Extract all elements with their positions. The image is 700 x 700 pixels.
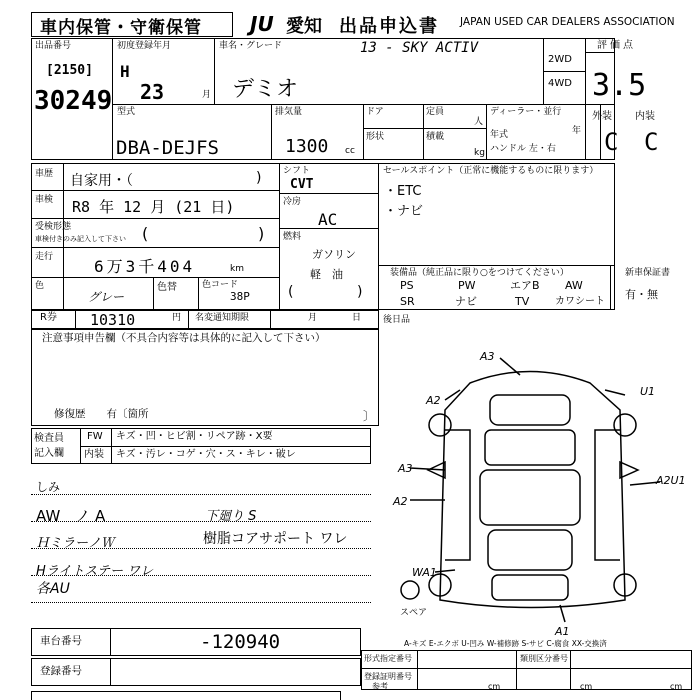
equip-aw: AW [565, 279, 583, 292]
check-label: 受検形態 [35, 222, 72, 232]
aircon-label: 冷房 [283, 197, 302, 207]
inspection-value: R8 年 12 月 (21 日) [72, 198, 235, 216]
aircon-value: AC [318, 210, 338, 229]
note-mirror: ＨミラーノＷ [36, 536, 114, 551]
diagram-mark-1: A3 [480, 350, 495, 363]
diagram-mark-9: WA1 [412, 566, 437, 579]
drive-4wd: 4WD [548, 78, 572, 89]
rating-label: 評価点 [597, 40, 636, 51]
car-name: デミオ [232, 77, 299, 102]
fuel-gasoline: ガソリン [312, 248, 356, 261]
drive-2wd: 2WD [548, 54, 572, 65]
diagram-mark-5: A2U1 [656, 474, 686, 487]
model-code-label: 型式 [117, 107, 136, 117]
repair-label: 修復歴 有〔箇所 [54, 408, 149, 420]
era-value: H [120, 62, 130, 81]
first-reg-label: 初度登録年月 [117, 41, 172, 51]
class-label: 類別区分番号 [520, 654, 568, 663]
fuel-diesel: 軽 油 [310, 268, 343, 281]
dealer-label: ディーラー・並行 [490, 107, 562, 117]
org-name: 愛知 [286, 16, 322, 37]
exterior-grade: C [604, 128, 619, 156]
load-label: 積載 [426, 132, 445, 142]
inspection-label: 車検 [35, 195, 54, 205]
equip-tv: TV [515, 295, 530, 308]
note-stain: しみ [36, 480, 61, 494]
model-label: 車名・グレード [219, 41, 283, 51]
fw-label: FW [87, 431, 103, 442]
note-light: Hライトステー ワレ [36, 564, 154, 579]
equip-airbag: エアB [510, 279, 540, 292]
fw-text: キズ・凹・ヒビ割・リペア跡・X要 [116, 431, 273, 442]
lot-no-label: 出品番号 [35, 41, 72, 51]
usage-value: 自家用・（ [70, 173, 133, 189]
form-title: 出品申込書 [339, 16, 439, 37]
damage-legend: A-キズ E-エクボ U-凹み W-補修跡 S-サビ C-腐食 XX-交換済 [404, 639, 607, 648]
check-sub: 車検付きのみ記入して下さい [35, 235, 126, 243]
equip-seat: カワシート [555, 296, 605, 307]
usage-close-paren: ) [256, 170, 262, 186]
month-label: 月 [202, 90, 212, 100]
storage-label: 車内保管・守衛保管 [40, 18, 202, 38]
rear-seat-label: 後日品 [383, 315, 411, 325]
height-unit: cm [670, 682, 683, 691]
model-code: DBA-DEJFS [116, 137, 219, 159]
fuel-paren-close: ) [357, 284, 363, 300]
year-style-label: 年式 [490, 130, 509, 140]
handle-label: ハンドル 左・右 [490, 144, 556, 154]
ref-label: 参考 [372, 682, 388, 691]
diagram-mark-2: A2 [426, 394, 441, 407]
mileage-value: 6万3千404 [94, 257, 196, 276]
chassis-value: -120940 [200, 631, 281, 653]
km-unit: km [230, 264, 244, 274]
int-text: キズ・汚レ・コゲ・穴・ス・キレ・破レ [116, 449, 296, 460]
color-label: 色 [35, 281, 45, 291]
int-label: 内装 [84, 449, 104, 460]
note-under: 下廻り S [205, 509, 257, 524]
interior-grade: C [644, 128, 659, 156]
ticket-yen: 円 [172, 313, 182, 323]
note-each: 各AU [36, 581, 70, 597]
doors-label: ドア [366, 107, 384, 117]
repair-close-bracket: 〕 [363, 409, 376, 423]
exterior-label: 外装 [592, 111, 612, 122]
grade-value: 13 - SKY ACTIV [360, 40, 479, 56]
chassis-label: 車台番号 [40, 635, 82, 647]
notice-day: 日 [352, 313, 362, 323]
lot-number: 30249 [34, 86, 113, 116]
entry-label: 記入欄 [34, 448, 64, 459]
notice-month: 月 [308, 313, 318, 323]
sales-item-navi: ・ナビ [384, 204, 424, 219]
check-paren-open: ( [142, 224, 149, 243]
warranty-label: 新車保証書 [625, 268, 671, 278]
notice-label: 名変通知期限 [195, 313, 250, 323]
shape-label: 形状 [366, 132, 385, 142]
bottom-edge-cells [31, 691, 341, 700]
note-resin: 樹脂コアサポート ワレ [203, 531, 348, 547]
cc-unit: cc [345, 146, 355, 156]
width-unit: cm [580, 682, 593, 691]
year-unit: 年 [572, 126, 582, 136]
ticket-label: R券 [40, 312, 57, 323]
person-unit: 人 [474, 117, 484, 127]
inspector-label: 検査員 [34, 433, 64, 444]
shift-value: CVT [290, 177, 314, 192]
diagram-mark-12: A1 [555, 625, 570, 638]
interior-label: 内装 [635, 111, 655, 122]
displacement-label: 排気量 [275, 107, 303, 117]
note-aw: AW ノ A [36, 507, 106, 525]
length-unit: cm [488, 682, 501, 691]
warranty-value: 有・無 [625, 288, 658, 301]
diagram-mark-4: A3 [398, 462, 413, 475]
equip-navi: ナビ [455, 295, 477, 308]
ju-logo: JU [250, 12, 274, 36]
ticket-value: 10310 [90, 311, 136, 329]
color-value: グレー [88, 290, 125, 304]
color-code: 38P [230, 290, 250, 303]
check-paren-close: ) [258, 224, 265, 243]
equip-sr: SR [400, 295, 415, 308]
equip-ps: PS [400, 279, 414, 292]
equipment-label: 装備品（純正品に限り○をつけてください） [390, 268, 569, 278]
color-code-label: 色コード [202, 280, 239, 290]
diagram-mark-6: A2 [393, 495, 408, 508]
kg-unit: kg [474, 148, 485, 158]
mileage-label: 走行 [35, 252, 54, 262]
diagram-spare: スペア [400, 608, 428, 618]
history-label: 車歴 [35, 169, 54, 179]
format-label: 形式指定番号 [364, 654, 412, 663]
cert-label: 登録証明番号 [364, 672, 412, 681]
reg-year: 23 [140, 80, 165, 104]
sales-item-etc: ・ETC [384, 184, 422, 199]
diagram-mark-3: U1 [640, 385, 656, 398]
shift-label: シフト [283, 166, 311, 176]
sales-points-label: セールスポイント（正常に機能するものに限ります） [383, 166, 599, 176]
lot-code: [2150] [46, 63, 93, 78]
capacity-label: 定員 [426, 107, 445, 117]
reg-no-label: 登録番号 [40, 665, 82, 677]
equip-pw: PW [458, 279, 476, 292]
association-name: JAPAN USED CAR DEALERS ASSOCIATION [460, 16, 675, 28]
fuel-paren-open: ( [288, 284, 294, 300]
color-change-label: 色替 [157, 282, 177, 293]
displacement-value: 1300 [285, 136, 329, 157]
notes-title: 注意事項申告欄（不具合内容等は具体的に記入して下さい） [42, 332, 326, 344]
fuel-label: 燃料 [283, 232, 302, 242]
rating-value: 3.5 [592, 68, 647, 103]
